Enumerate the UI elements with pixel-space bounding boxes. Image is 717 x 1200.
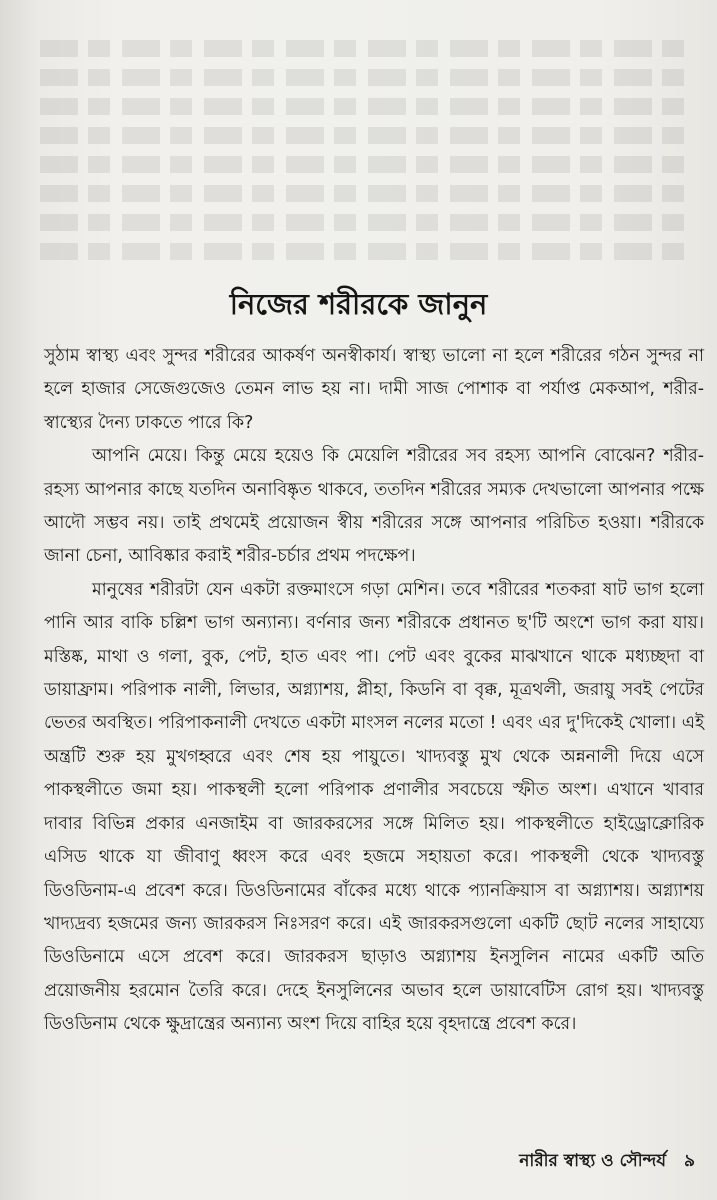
body-text — [44, 340, 704, 1042]
page-footer — [507, 1148, 695, 1176]
running-title: নারীর স্বাস্থ্য ও সৌন্দর্য — [519, 1151, 667, 1171]
paragraph: মানুষের শরীরটা যেন একটা রক্তমাংসে গড়া মেশিন। তবে শরীরের শতকরা ষাট ভাগ হলো পানি আর বাকি চল্লিশ ভাগ অন্যান্য। বর্ণনার জন্য শরীরকে প্রধানত ছ'টি অংশে ভাগ করা যায়। মস্তিষ্ক, মাথা ও গলা, বুক, পেট, হাত এবং পা। পেট এবং বুকের মাঝখানে থাকে মধ্যচ্ছদা বা ডায়াফ্রাম। পরিপাক নালী, লিভার, অগ্ন্যাশয়, প্লীহা, কিডনি বা বৃক্ক, মূত্রথলী, জরায়ু সবই পেটের ভেতর অবস্থিত। পরিপাকনালী দেখতে একটা মাংসল নলের মতো ! এবং এর দু'দিকেই খোলা। এই অন্ত্রটি শুরু হয় মুখগহ্বরে এবং শেষ হয় পায়ুতে। খাদ্যবস্তু মুখ থেকে অন্ননালী দিয়ে এসে পাকস্থলীতে জমা হয়। পাকস্থলী হলো পরিপাক প্রণালীর সবচেয়ে স্ফীত অংশ। এখানে খাবার দাবার বিভিন্ন প্রকার এনজাইম বা জারকরসের সঙ্গে মিলিত হয়। পাকস্থলীতে হাইড্রোক্লোরিক এসিড থাকে যা জীবাণু ধ্বংস করে এবং হজমে সহায়তা করে। পাকস্থলী থেকে খাদ্যবস্তু ডিওডিনাম-এ প্রবেশ করে। ডিওডিনামের বাঁকের মধ্যে থাকে প্যানক্রিয়াস বা অগ্ন্যাশয়। অগ্ন্যাশয় খাদ্যদ্রব্য হজমের জন্য জারকরস নিঃসরণ করে। এই জারকরসগুলো একটি ছোট নলের সাহায্যে ডিওডিনামে এসে প্রবেশ করে। জারকরস ছাড়াও অগ্ন্যাশয় ইনসুলিন নামের একটি অতি প্রয়োজনীয় হরমোন তৈরি করে। দেহে ইনসুলিনের অভাব হলে ডায়াবেটিস রোগ হয়। খাদ্যবস্তু ডিওডিনাম থেকে ক্ষুদ্রান্ত্রের অন্যান্য অংশ দিয়ে বাহির হয়ে বৃহদান্ত্রে প্রবেশ করে। — [44, 579, 704, 1035]
bleed-through-text — [40, 40, 690, 290]
paragraph: আপনি মেয়ে। কিন্তু মেয়ে হয়েও কি মেয়েলি শরীরের সব রহস্য আপনি বোঝেন? শরীর-রহস্য আপনার কাছে যতদিন অনাবিষ্কৃত থাকবে, ততদিন শরীরের সম্যক দেখভালো আপনার পক্ষে আদৌ সম্ভব নয়। তাই প্রথমেই প্রয়োজন স্বীয় শরীরের সঙ্গে আপনার পরিচিত হওয়া। শরীরকে জানা চেনা, আবিষ্কার করাই শরীর-চর্চার প্রথম পদক্ষেপ। — [44, 446, 704, 567]
chapter-heading: নিজের শরীরকে জানুন — [229, 287, 488, 322]
paragraph: সুঠাম স্বাস্থ্য এবং সুন্দর শরীরের আকর্ষণ অনস্বীকার্য। স্বাস্থ্য ভালো না হলে শরীরের গঠন সুন্দর না হলে হাজার সেজেগুজেও তেমন লাভ হয় না। দামী সাজ পোশাক বা পর্যাপ্ত মেকআপ, শরীর-স্বাস্থ্যের দৈন্য ঢাকতে পারে কি? — [44, 346, 704, 433]
page-number: ৯ — [683, 1151, 695, 1171]
